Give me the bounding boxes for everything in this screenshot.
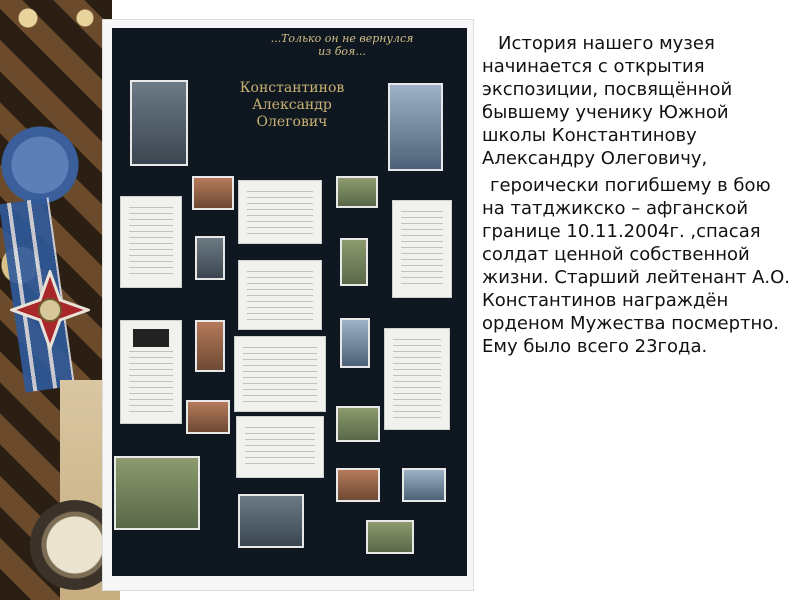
field-photo [336,406,380,442]
letter-document-1 [392,200,452,298]
landscape-photo-1 [336,176,378,208]
text-panel-4 [236,416,324,478]
description-text [482,32,794,358]
landscape-photo-2 [340,238,368,286]
family-photo [192,176,234,210]
text-panel-2 [238,260,322,330]
text-panel-3 [234,336,326,412]
uniform-photo [340,318,370,368]
class-photo [238,494,304,548]
description-paragraph-2: героически погибшему в бою на татджикско – афганской границе 10.11.2004г. ,спасая солдат ценной собственной жизни. Старший лейтенант А.О. Константинов награждён орденом Мужества посмертно. Ему было всего 23года. [482,175,791,357]
group-photo-collage [114,456,200,530]
terrain-photo [336,468,380,502]
name-line-first: Александр [252,97,332,113]
mountain-photo [366,520,414,554]
certificate-document [120,196,182,288]
child-photo [195,236,225,280]
soldier-photo [388,83,443,171]
stand-title: ...Только он не вернулся из боя... [270,32,414,58]
red-photo [186,400,230,434]
name-line-surname: Константинов [239,80,345,96]
youth-photo [195,320,225,372]
memorial-stand [112,28,467,576]
stand-hero-name [212,80,372,131]
letter-document-2 [384,328,450,430]
text-panel-1 [238,180,322,244]
decorative-medals-background [0,0,112,600]
monument-photo [402,468,446,502]
award-document [120,320,182,424]
name-line-patronymic: Олегович [256,114,328,130]
order-cross-icon [10,270,90,350]
portrait-photo [130,80,188,166]
description-paragraph-1: История нашего музея начинается с открытия экспозиции, посвящённой бывшему ученику Южной школы Константинову Александру Олеговичу, [482,33,733,169]
